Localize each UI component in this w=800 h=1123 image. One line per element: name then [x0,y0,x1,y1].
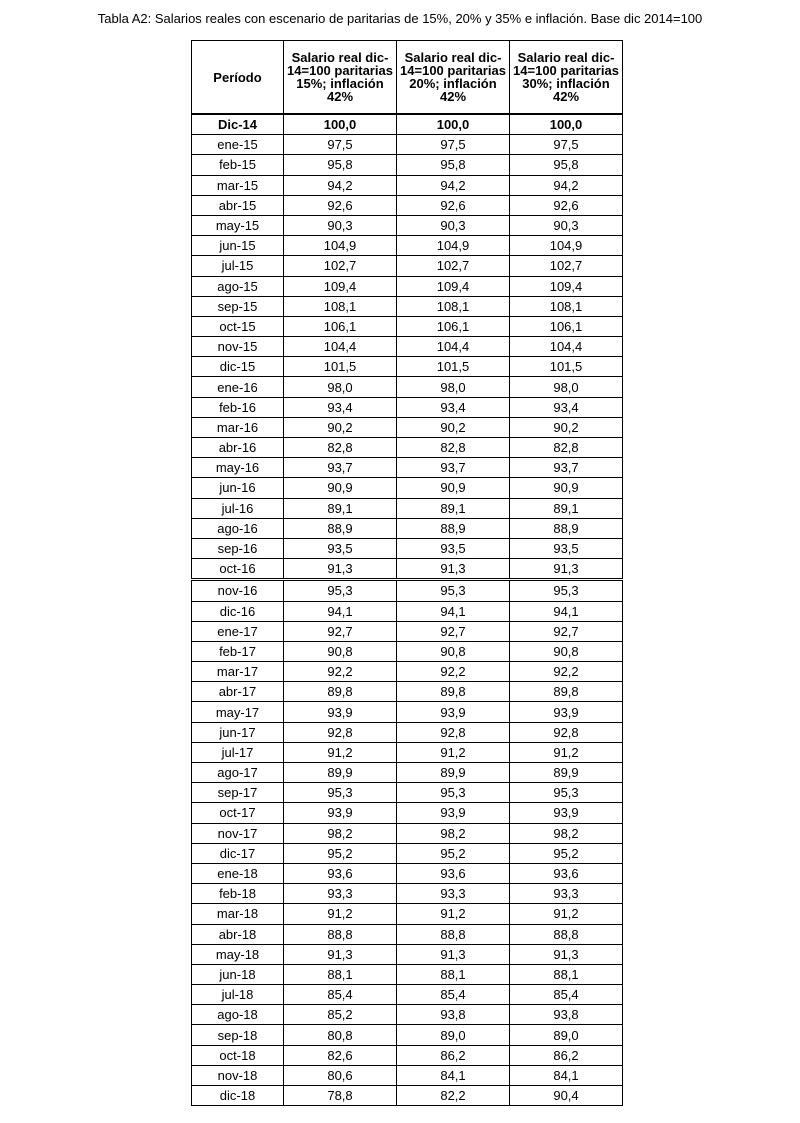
period-cell: ene-15 [192,135,284,155]
value-15-cell: 92,7 [284,621,397,641]
value-20-cell: 109,4 [397,276,510,296]
table-body [192,114,623,1106]
value-20-cell: 104,4 [397,337,510,357]
table-row [192,538,623,558]
value-30-cell: 94,2 [510,175,623,195]
value-20-cell: 95,3 [397,580,510,601]
value-30-cell: 93,5 [510,538,623,558]
value-30-cell: 82,8 [510,438,623,458]
table-row [192,417,623,437]
value-20-cell: 95,3 [397,783,510,803]
value-15-cell: 95,3 [284,580,397,601]
period-cell: oct-15 [192,316,284,336]
period-cell: ene-16 [192,377,284,397]
period-cell: feb-15 [192,155,284,175]
value-15-cell: 90,9 [284,478,397,498]
header-period: Período [192,41,284,115]
period-cell: jun-16 [192,478,284,498]
table-row [192,601,623,621]
period-cell: jun-15 [192,236,284,256]
table-row [192,377,623,397]
value-15-cell: 98,0 [284,377,397,397]
table-row [192,641,623,661]
header-scenario-15: Salario real dic-14=100 paritarias 15%; inflación 42% [284,41,397,115]
value-30-cell: 88,8 [510,924,623,944]
value-30-cell: 95,2 [510,843,623,863]
table-row [192,1086,623,1106]
value-20-cell: 91,2 [397,742,510,762]
period-cell: sep-15 [192,296,284,316]
table-row [192,863,623,883]
value-15-cell: 91,3 [284,944,397,964]
table-row [192,904,623,924]
value-20-cell: 88,8 [397,924,510,944]
period-cell: dic-15 [192,357,284,377]
table-row [192,763,623,783]
period-cell: may-18 [192,944,284,964]
value-20-cell: 85,4 [397,985,510,1005]
table-row [192,924,623,944]
value-20-cell: 93,3 [397,884,510,904]
value-20-cell: 82,2 [397,1086,510,1106]
value-15-cell: 91,2 [284,742,397,762]
value-20-cell: 102,7 [397,256,510,276]
value-20-cell: 90,3 [397,215,510,235]
period-cell: mar-18 [192,904,284,924]
value-20-cell: 101,5 [397,357,510,377]
value-15-cell: 80,6 [284,1065,397,1085]
value-30-cell: 88,1 [510,964,623,984]
value-15-cell: 89,8 [284,682,397,702]
value-30-cell: 90,2 [510,417,623,437]
value-30-cell: 106,1 [510,316,623,336]
period-cell: ene-18 [192,863,284,883]
value-30-cell: 89,1 [510,498,623,518]
period-cell: abr-15 [192,195,284,215]
value-30-cell: 108,1 [510,296,623,316]
value-20-cell: 92,7 [397,621,510,641]
value-30-cell: 91,2 [510,742,623,762]
value-15-cell: 78,8 [284,1086,397,1106]
table-row [192,985,623,1005]
period-cell: dic-18 [192,1086,284,1106]
value-30-cell: 101,5 [510,357,623,377]
value-30-cell: 92,2 [510,662,623,682]
table-header-row [192,41,623,115]
table-row [192,155,623,175]
value-15-cell: 89,9 [284,763,397,783]
table-row [192,195,623,215]
table-row [192,316,623,336]
salary-table [191,40,623,1106]
value-20-cell: 91,3 [397,944,510,964]
table-row [192,498,623,518]
period-cell: ago-16 [192,518,284,538]
value-20-cell: 93,7 [397,458,510,478]
value-20-cell: 90,9 [397,478,510,498]
table-row [192,478,623,498]
table-row [192,135,623,155]
value-15-cell: 82,8 [284,438,397,458]
value-30-cell: 91,2 [510,904,623,924]
value-15-cell: 88,8 [284,924,397,944]
table-row [192,702,623,722]
value-15-cell: 89,1 [284,498,397,518]
period-cell: nov-18 [192,1065,284,1085]
period-cell: abr-17 [192,682,284,702]
value-15-cell: 93,6 [284,863,397,883]
value-30-cell: 94,1 [510,601,623,621]
table-row [192,114,623,135]
table-row [192,722,623,742]
value-15-cell: 91,3 [284,559,397,580]
period-cell: nov-16 [192,580,284,601]
table-row [192,843,623,863]
table-row [192,559,623,580]
value-20-cell: 89,0 [397,1025,510,1045]
value-20-cell: 93,4 [397,397,510,417]
value-30-cell: 90,3 [510,215,623,235]
period-cell: sep-18 [192,1025,284,1045]
value-15-cell: 93,5 [284,538,397,558]
table-row [192,1005,623,1025]
value-15-cell: 94,2 [284,175,397,195]
period-cell: ago-17 [192,763,284,783]
value-30-cell: 90,4 [510,1086,623,1106]
value-30-cell: 89,9 [510,763,623,783]
period-cell: jul-15 [192,256,284,276]
value-30-cell: 92,6 [510,195,623,215]
value-30-cell: 90,9 [510,478,623,498]
value-20-cell: 98,2 [397,823,510,843]
value-15-cell: 108,1 [284,296,397,316]
value-15-cell: 95,8 [284,155,397,175]
table-row [192,742,623,762]
value-20-cell: 94,1 [397,601,510,621]
value-20-cell: 92,8 [397,722,510,742]
table-row [192,1025,623,1045]
value-30-cell: 95,3 [510,783,623,803]
value-15-cell: 82,6 [284,1045,397,1065]
table-row [192,215,623,235]
value-15-cell: 93,3 [284,884,397,904]
period-cell: Dic-14 [192,114,284,135]
value-20-cell: 89,8 [397,682,510,702]
value-15-cell: 102,7 [284,256,397,276]
value-20-cell: 97,5 [397,135,510,155]
period-cell: feb-17 [192,641,284,661]
period-cell: may-16 [192,458,284,478]
period-cell: oct-18 [192,1045,284,1065]
value-15-cell: 93,9 [284,702,397,722]
table-row [192,884,623,904]
value-30-cell: 93,7 [510,458,623,478]
value-20-cell: 88,1 [397,964,510,984]
period-cell: jun-17 [192,722,284,742]
value-15-cell: 90,2 [284,417,397,437]
value-20-cell: 94,2 [397,175,510,195]
value-30-cell: 88,9 [510,518,623,538]
value-20-cell: 88,9 [397,518,510,538]
table-row [192,964,623,984]
value-20-cell: 92,6 [397,195,510,215]
period-cell: feb-16 [192,397,284,417]
value-20-cell: 84,1 [397,1065,510,1085]
value-20-cell: 108,1 [397,296,510,316]
period-cell: jul-16 [192,498,284,518]
period-cell: jul-17 [192,742,284,762]
period-cell: jul-18 [192,985,284,1005]
value-20-cell: 106,1 [397,316,510,336]
value-20-cell: 98,0 [397,377,510,397]
period-cell: mar-15 [192,175,284,195]
value-30-cell: 93,3 [510,884,623,904]
table-row [192,296,623,316]
value-20-cell: 93,5 [397,538,510,558]
value-30-cell: 102,7 [510,256,623,276]
value-15-cell: 97,5 [284,135,397,155]
period-cell: sep-17 [192,783,284,803]
value-15-cell: 85,4 [284,985,397,1005]
value-20-cell: 95,8 [397,155,510,175]
value-20-cell: 89,1 [397,498,510,518]
value-30-cell: 86,2 [510,1045,623,1065]
period-cell: abr-16 [192,438,284,458]
table-row [192,823,623,843]
value-30-cell: 98,0 [510,377,623,397]
period-cell: feb-18 [192,884,284,904]
value-15-cell: 92,2 [284,662,397,682]
table-row [192,276,623,296]
table-title: Tabla A2: Salarios reales con escenario de paritarias de 15%, 20% y 35% e inflación. Base dic 2014=100 [97,11,703,26]
period-cell: ene-17 [192,621,284,641]
value-20-cell: 93,6 [397,863,510,883]
table-row [192,944,623,964]
value-15-cell: 85,2 [284,1005,397,1025]
value-20-cell: 104,9 [397,236,510,256]
period-cell: mar-17 [192,662,284,682]
value-15-cell: 95,2 [284,843,397,863]
value-20-cell: 90,2 [397,417,510,437]
value-30-cell: 91,3 [510,559,623,580]
value-20-cell: 93,9 [397,702,510,722]
table-row [192,337,623,357]
value-15-cell: 92,6 [284,195,397,215]
table-row [192,175,623,195]
value-30-cell: 89,8 [510,682,623,702]
period-cell: oct-17 [192,803,284,823]
period-cell: mar-16 [192,417,284,437]
table-row [192,783,623,803]
value-30-cell: 100,0 [510,114,623,135]
value-15-cell: 90,3 [284,215,397,235]
table-row [192,357,623,377]
value-30-cell: 93,8 [510,1005,623,1025]
value-30-cell: 93,9 [510,702,623,722]
table-row [192,621,623,641]
value-15-cell: 94,1 [284,601,397,621]
value-30-cell: 98,2 [510,823,623,843]
value-15-cell: 106,1 [284,316,397,336]
value-20-cell: 100,0 [397,114,510,135]
value-30-cell: 84,1 [510,1065,623,1085]
value-15-cell: 93,9 [284,803,397,823]
period-cell: may-15 [192,215,284,235]
value-30-cell: 93,9 [510,803,623,823]
value-30-cell: 97,5 [510,135,623,155]
value-15-cell: 104,4 [284,337,397,357]
table-row [192,803,623,823]
table-row [192,518,623,538]
period-cell: jun-18 [192,964,284,984]
value-15-cell: 88,1 [284,964,397,984]
period-cell: dic-17 [192,843,284,863]
value-30-cell: 95,3 [510,580,623,601]
value-30-cell: 89,0 [510,1025,623,1045]
period-cell: nov-15 [192,337,284,357]
value-15-cell: 98,2 [284,823,397,843]
value-15-cell: 88,9 [284,518,397,538]
table-row [192,1045,623,1065]
value-20-cell: 82,8 [397,438,510,458]
value-20-cell: 95,2 [397,843,510,863]
period-cell: oct-16 [192,559,284,580]
value-15-cell: 93,4 [284,397,397,417]
value-30-cell: 85,4 [510,985,623,1005]
table-row [192,662,623,682]
value-30-cell: 93,6 [510,863,623,883]
table-row [192,682,623,702]
value-30-cell: 91,3 [510,944,623,964]
value-20-cell: 90,8 [397,641,510,661]
value-20-cell: 86,2 [397,1045,510,1065]
header-scenario-30: Salario real dic-14=100 paritarias 30%; inflación 42% [510,41,623,115]
table-row [192,458,623,478]
value-30-cell: 92,8 [510,722,623,742]
value-20-cell: 91,3 [397,559,510,580]
value-15-cell: 92,8 [284,722,397,742]
value-15-cell: 80,8 [284,1025,397,1045]
value-20-cell: 92,2 [397,662,510,682]
period-cell: abr-18 [192,924,284,944]
value-15-cell: 100,0 [284,114,397,135]
table-row [192,256,623,276]
value-30-cell: 104,4 [510,337,623,357]
value-15-cell: 93,7 [284,458,397,478]
period-cell: nov-17 [192,823,284,843]
period-cell: ago-15 [192,276,284,296]
table-row [192,1065,623,1085]
period-cell: dic-16 [192,601,284,621]
value-30-cell: 93,4 [510,397,623,417]
value-15-cell: 104,9 [284,236,397,256]
value-15-cell: 91,2 [284,904,397,924]
period-cell: ago-18 [192,1005,284,1025]
table-row [192,236,623,256]
value-20-cell: 89,9 [397,763,510,783]
period-cell: sep-16 [192,538,284,558]
value-15-cell: 109,4 [284,276,397,296]
value-30-cell: 92,7 [510,621,623,641]
value-15-cell: 95,3 [284,783,397,803]
table-row [192,580,623,601]
value-30-cell: 95,8 [510,155,623,175]
header-scenario-20: Salario real dic-14=100 paritarias 20%; inflación 42% [397,41,510,115]
value-30-cell: 90,8 [510,641,623,661]
table-row [192,397,623,417]
value-30-cell: 104,9 [510,236,623,256]
value-15-cell: 101,5 [284,357,397,377]
table-row [192,438,623,458]
value-20-cell: 93,8 [397,1005,510,1025]
value-20-cell: 91,2 [397,904,510,924]
period-cell: may-17 [192,702,284,722]
value-30-cell: 109,4 [510,276,623,296]
value-20-cell: 93,9 [397,803,510,823]
value-15-cell: 90,8 [284,641,397,661]
